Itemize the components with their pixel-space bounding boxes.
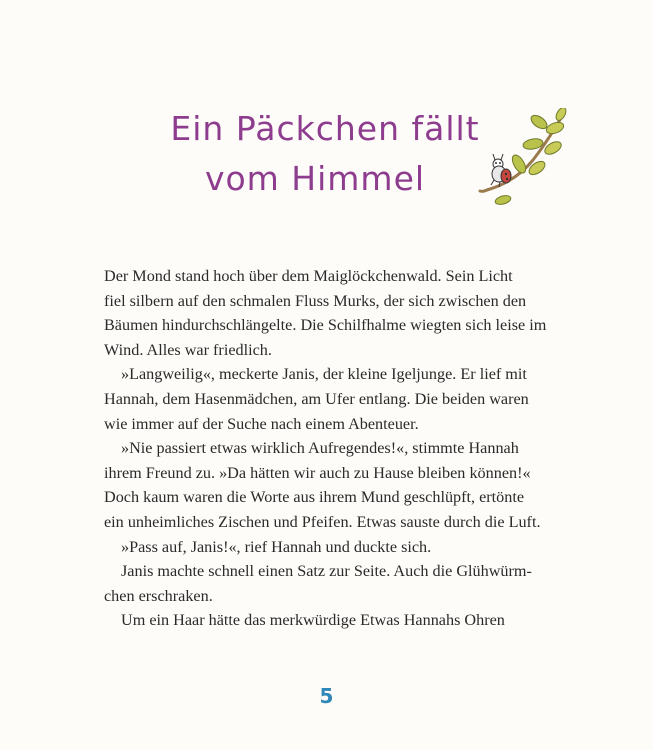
- text-line: »Pass auf, Janis!«, rief Hannah und duckte sich.: [121, 537, 432, 556]
- text-line: Doch kaum waren die Worte aus ihrem Mund geschlüpft, ertönte: [104, 488, 525, 507]
- leaf: [545, 120, 565, 136]
- branch-twig: [480, 190, 487, 191]
- story-text: [104, 264, 564, 633]
- text-line: Der Mond stand hoch über dem Maiglöckchenwald. Sein Licht: [104, 267, 513, 285]
- text-line: wie immer auf der Suche nach einem Abenteuer.: [104, 414, 419, 433]
- text-line: Bäumen hindurchschlängelte. Die Schilfhalme wiegten sich leise im: [104, 316, 547, 335]
- chapter-title-line-1: Ein Päckchen fällt: [170, 109, 480, 148]
- page-number: 5: [319, 684, 334, 708]
- text-line: Janis machte schnell einen Satz zur Seite. Auch die Glühwürm-: [121, 562, 532, 581]
- text-line: Um ein Haar hätte das merkwürdige Etwas Hannahs Ohren: [121, 611, 505, 630]
- text-line: »Langweilig«, meckerte Janis, der kleine Igeljunge. Er lief mit: [121, 365, 527, 384]
- chapter-title-line-2: vom Himmel: [204, 159, 426, 198]
- chapter-title: [130, 104, 520, 204]
- ladybug: [491, 154, 511, 187]
- branch-with-ladybug-icon: [475, 108, 570, 208]
- text-line: Wind. Alles war friedlich.: [104, 340, 272, 359]
- text-line: ein unheimliches Zischen und Pfeifen. Etwas sauste durch die Luft.: [104, 512, 541, 531]
- leaf: [554, 108, 568, 122]
- text-line: Hannah, dem Hasenmädchen, am Ufer entlang. Die beiden waren: [104, 389, 529, 408]
- text-line: chen erschraken.: [104, 586, 213, 605]
- leaf: [510, 153, 529, 175]
- text-line: »Nie passiert etwas wirklich Aufregendes!«, stimmte Hannah: [121, 439, 519, 458]
- text-line: fiel silbern auf den schmalen Fluss Murks, der sich zwischen den: [104, 291, 527, 310]
- text-line: ihrem Freund zu. »Da hätten wir auch zu Hause bleiben können!«: [104, 463, 531, 482]
- leaf: [494, 194, 512, 206]
- leaf: [529, 113, 549, 132]
